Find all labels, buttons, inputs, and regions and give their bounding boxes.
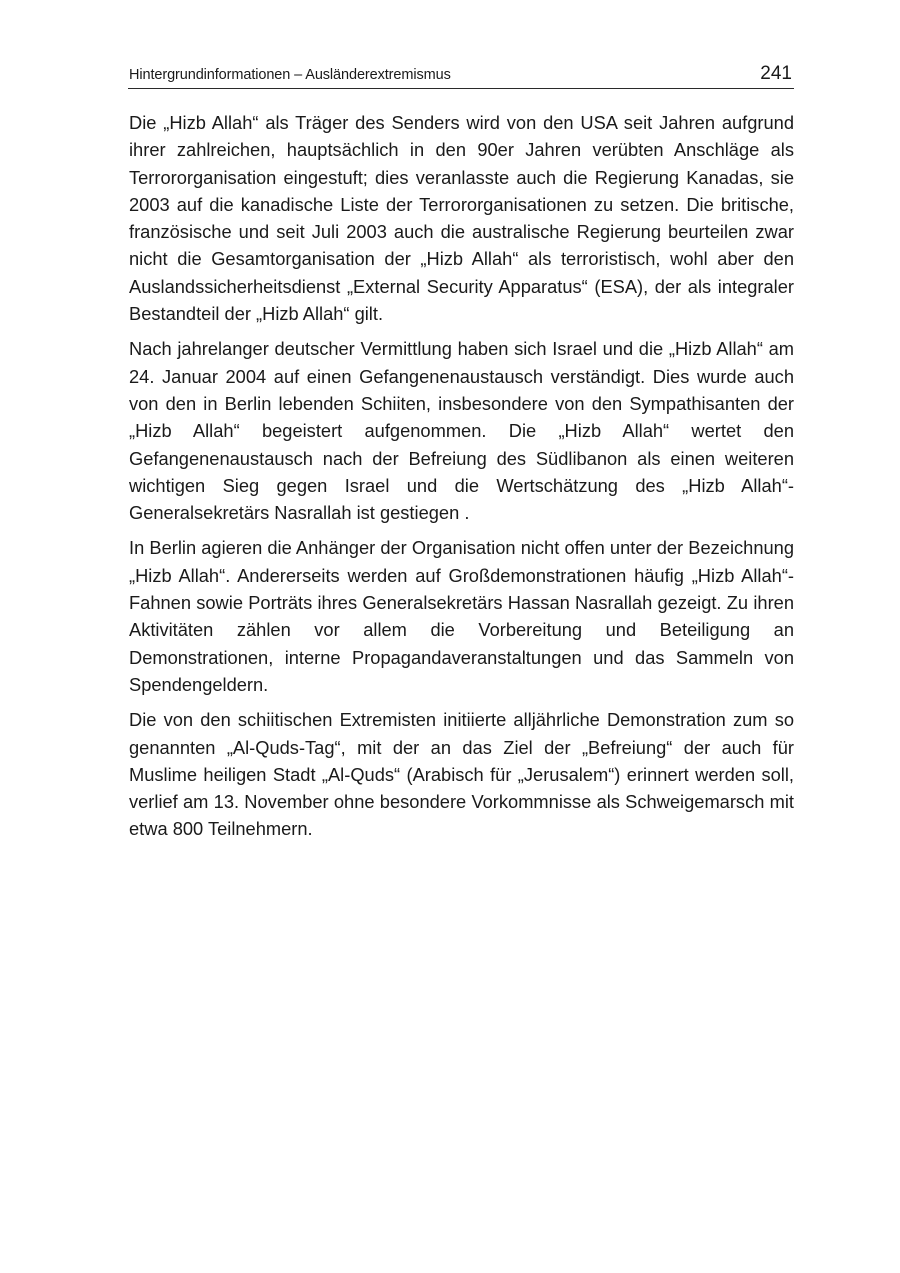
running-header	[128, 60, 794, 89]
paragraph-4: Die von den schiitischen Extremisten initiierte alljährliche Demonstration zum so genannten „Al-Quds-Tag“, mit der an das Ziel der „Befreiung“ der auch für Muslime heiligen Stadt „Al-Quds“ (Arabisch für „Jerusalem“) erinnert werden soll, verlief am 13. November ohne besondere Vorkommnisse als Schweigemarsch mit etwa 800 Teilnehmern.	[129, 709, 794, 840]
paragraph-2: Nach jahrelanger deutscher Vermittlung haben sich Israel und die „Hizb Allah“ am 24. Januar 2004 auf einen Gefangenenaustausch verständigt. Dies wurde auch von den in Berlin lebenden Schiiten, insbesondere von den Sympathisanten der „Hizb Allah“ begeistert aufgenommen. Die „Hizb Allah“ wertet den Gefangenenaustausch nach der Befreiung des Südlibanon als einen weiteren wichtigen Sieg gegen Israel und die Wertschätzung des „Hizb Allah“- Generalsekretärs Nasrallah ist gestiegen .	[129, 338, 794, 524]
body-text	[129, 109, 794, 851]
page-number: 241	[760, 63, 792, 84]
paragraph-3: In Berlin agieren die Anhänger der Organisation nicht offen unter der Bezeichnung „Hizb Allah“. Andererseits werden auf Großdemonstrationen häufig „Hizb Allah“-Fahnen sowie Porträts ihres Generalsekretärs Hassan Nasrallah gezeigt. Zu ihren Aktivitäten zählen vor allem die Vorbereitung und Beteiligung an Demonstrationen, interne Propagandaveranstaltungen und das Sammeln von Spendengeldern.	[129, 537, 794, 695]
running-header-title: Hintergrundinformationen – Ausländerextremismus	[129, 67, 451, 83]
paragraph-1: Die „Hizb Allah“ als Träger des Senders wird von den USA seit Jahren aufgrund ihrer zahlreichen, hauptsächlich in den 90er Jahren verübten Anschläge als Terrororganisation eingestuft; dies veranlasste auch die Regierung Kanadas, sie 2003 auf die kanadische Liste der Terrororganisationen zu setzen. Die britische, französische und seit Juli 2003 auch die australische Regierung beurteilen zwar nicht die Gesamtorganisation der „Hizb Allah“ als terroristisch, wohl aber den Auslandssicherheitsdienst „External Security Apparatus“ (ESA), der als integraler Bestandteil der „Hizb Allah“ gilt.	[129, 112, 794, 325]
